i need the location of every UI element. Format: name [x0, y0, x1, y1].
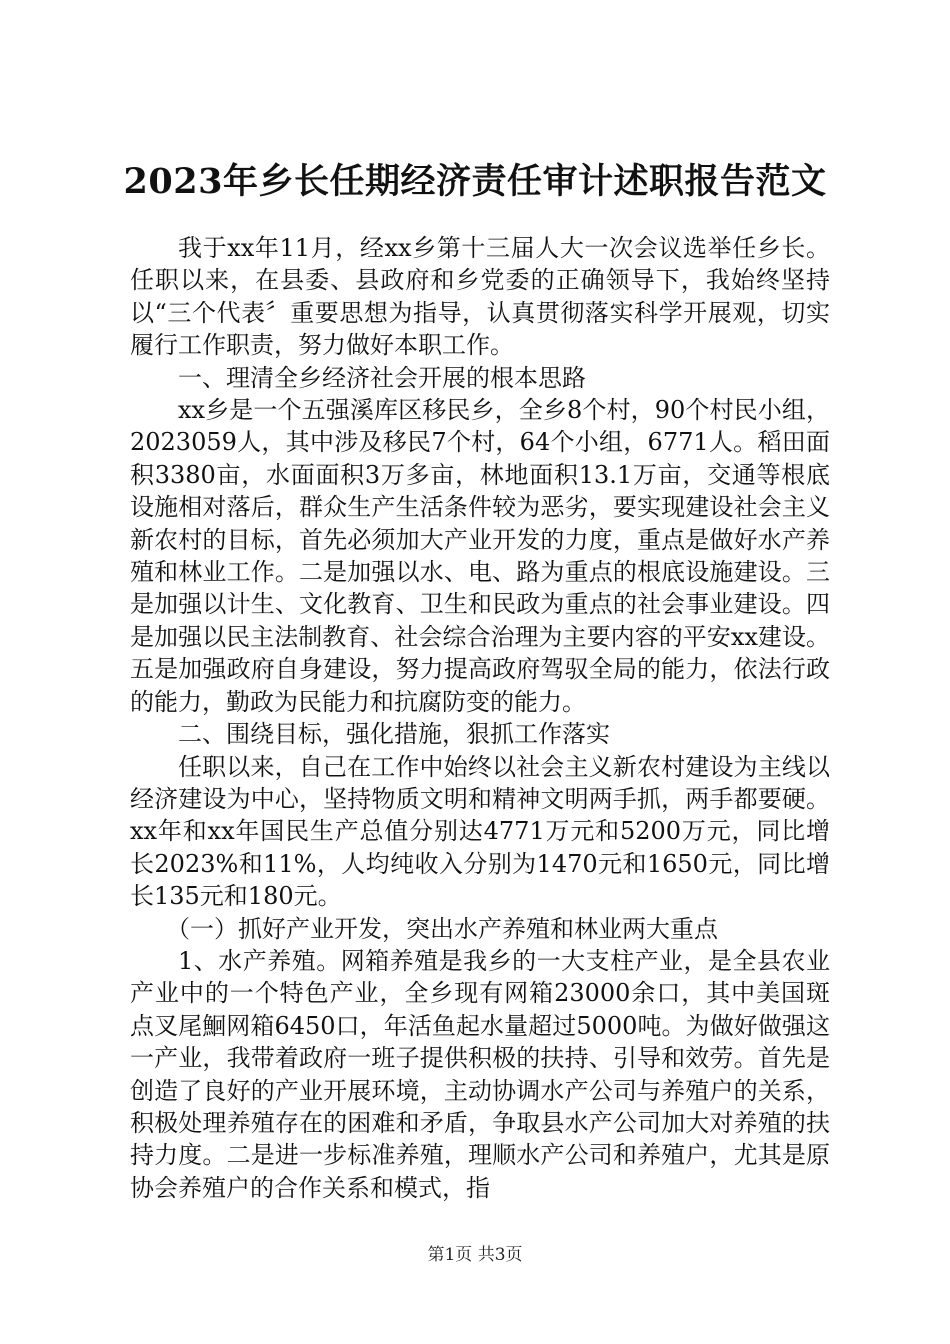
paragraph-intro: 我于xx年11月，经xx乡第十三届人大一次会议选举任乡长。任职以来，在县委、县政府和乡党委的正确领导下，我始终坚持以“三个代表〞重要思想为指导，认真贯彻落实科学开展观，切实履行工作职责，努力做好本职工作。 — [130, 234, 830, 360]
document-body — [130, 232, 830, 1204]
paragraph-section-1: xx乡是一个五强溪库区移民乡，全乡8个村，90个村民小组，2023059人，其中涉及移民7个村，64个小组，6771人。稻田面积3380亩，水面面积3万多亩，林地面积13.1万亩，交通等根底设施相对落后，群众生产生活条件较为恶劣，要实现建设社会主义新农村的目标，首先必须加大产业开发的力度，重点是做好水产养殖和林业工作。二是加强以水、电、路为重点的根底设施建设。三是加强以计生、文化教育、卫生和民政为重点的社会事业建设。四是加强以民主法制教育、社会综合治理为主要内容的平安xx建设。五是加强政府自身建设，努力提高政府驾驭全局的能力，依法行政的能力，勤政为民能力和抗腐防变的能力。 — [130, 396, 830, 716]
section-heading-2: 二、围绕目标，强化措施，狠抓工作落实 — [178, 720, 610, 749]
page-number-footer: 第1页 共3页 — [427, 1245, 523, 1265]
paragraph-aquaculture: 1、水产养殖。网箱养殖是我乡的一大支柱产业，是全县农业产业中的一个特色产业，全乡现有网箱23000余口，其中美国斑点叉尾鮰网箱6450口，年活鱼起水量超过5000吨。为做好做强这一产业，我带着政府一班子提供积极的扶持、引导和效劳。首先是创造了良好的产业开展环境，主动协调水产公司与养殖户的关系，积极处理养殖存在的困难和矛盾，争取县水产公司加大对养殖的扶持力度。二是进一步标准养殖，理顺水产公司和养殖户，尤其是原协会养殖户的合作关系和模式，指 — [130, 946, 830, 1202]
subsection-heading-1: （一）抓好产业开发，突出水产养殖和林业两大重点 — [166, 914, 718, 943]
document-title: 2023年乡长任期经济责任审计述职报告范文 — [123, 161, 827, 202]
paragraph-section-2: 任职以来，自己在工作中始终以社会主义新农村建设为主线以经济建设为中心，坚持物质文明和精神文明两手抓，两手都要硬。xx年和xx年国民生产总值分别达4771万元和5200万元，同比增长2023%和11%，人均纯收入分别为1470元和1650元，同比增长135元和180元。 — [130, 752, 830, 911]
section-heading-1: 一、理清全乡经济社会开展的根本思路 — [178, 363, 586, 392]
